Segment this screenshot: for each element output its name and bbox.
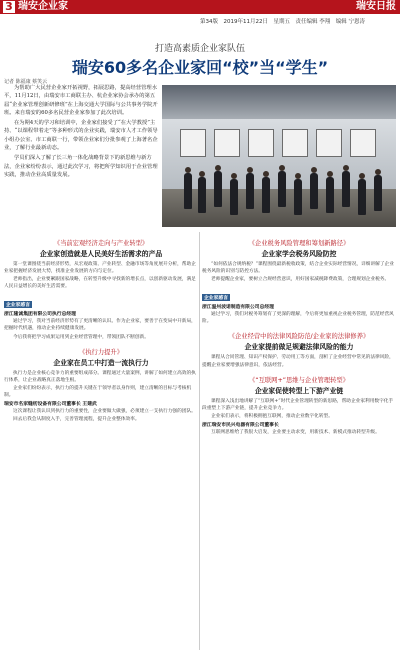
lead-paragraph: 为帮助广大民营企业家开拓视野，拓展思路，提高经营管理水平，11月12日，由瑞安市工商联主办、杭企业家协会承办的第五届“企业家管理创新研修班”在上海交通大学国际与公共事务学院开班。来自瑞安的60多名民营企业家参加了此次培训。	[4, 85, 158, 116]
lead-paragraph: 学员们深入了解了长三角一体化战略背景下的新思维与新方法，企业家纷纷表示，通过此次学习，将把所学知识用于企业管理实践，推动企业高质量发展。	[4, 155, 158, 178]
article-columns	[4, 232, 396, 650]
column-divider	[199, 232, 200, 650]
body-paragraph: 第一堂课围绕当前经济形势，从宏观政策、产业转型、金融市场等角度展开分析，帮助企业家把握经济发展大势，找准企业发展的方向与定位。	[4, 262, 196, 275]
photo-person	[246, 173, 254, 209]
photo-display-board	[316, 129, 342, 157]
section-title: 瑞安企业家	[18, 1, 68, 12]
left-section1-head: 企业家创造就是人民美好生活需求的产品	[39, 250, 163, 258]
photo-person	[310, 173, 318, 209]
section-number: 3	[3, 1, 15, 13]
left-section2-head: 企业家在员工中打造一流执行力	[53, 358, 149, 367]
photo-person	[374, 175, 382, 211]
body-paragraph: “如何依法合规纳税？”课程围绕最新税收政策，结合企业实际经营情况，详细讲解了企业税务风险的识别与防控方法。	[202, 262, 394, 275]
right-section2-kicker: 《企业经营中的法律风险防范/企业家的法律修养》	[228, 333, 370, 341]
photo-display-board	[282, 129, 308, 157]
left-section1-kicker: 《当前宏观经济走向与产业转型》	[53, 240, 149, 247]
photo-person	[326, 177, 334, 213]
body-paragraph: 课程深入浅出地讲解了“互联网+”时代企业管理转型的新思路，帮助企业家利用数字化手段重塑上下游产业链，提升企业竞争力。	[202, 398, 394, 411]
issue-meta: 第34版 2019年11月22日 星期五 责任编辑 李翔 编辑 宁恩涛	[200, 19, 365, 25]
testimonial-tag: 企业家感言	[204, 296, 228, 302]
photo-display-board	[350, 129, 376, 157]
body-paragraph: 通过学习，我们对税务筹划有了更深的理解，今后将更加重视企业税务管理，防范经营风险。	[202, 312, 394, 325]
lead-paragraph: 在为期4天的学习和培训中，企业家们接受了“在大学教授”主持、“以课程带着走”等多种形式的企业实践，瑞安市人才工作领导小组办公室、市工商联一行，带领企业家们分批参观了上海著名企业，了解行业最新动态。	[4, 120, 158, 152]
photo-person	[198, 177, 206, 213]
body-paragraph: 老师指出，企业要紧跟国家战略，在转型升级中寻找新的增长点，以创新驱动发展，满足人民日益增长的美好生活需要。	[4, 277, 196, 290]
photo-person	[342, 171, 350, 207]
body-paragraph: 企业家们纷纷表示，执行力的提升关键在于领导者以身作则，建立清晰的目标与考核机制。	[4, 385, 192, 398]
right-section2-head: 企业家提前做足规避法律风险的能力	[244, 343, 354, 352]
newspaper-masthead: 瑞安日报	[356, 1, 396, 12]
left-column	[4, 232, 198, 650]
article-headline: 瑞安60多名企业家回“校”当“学生”	[71, 58, 329, 77]
photo-ceiling	[162, 85, 396, 119]
lead-text-block	[4, 84, 158, 181]
photo-person	[294, 179, 302, 215]
section-header-bar	[0, 0, 400, 14]
testimonial-name: 浙江瑞安市民兴电器有限公司董事长	[202, 422, 279, 428]
body-paragraph: 回去后我会从制度入手，完善管理流程，提升企业整体效率。	[13, 417, 140, 423]
testimonial-name: 瑞安市名家缝纫设备有限公司董事长 王建武	[4, 402, 97, 408]
photo-person	[184, 173, 192, 209]
body-paragraph: 课程从合同管理、知识产权保护、劳动用工等方面，剖析了企业经营中常见的法律风险，提醒企业家要增强法律意识，依法经营。	[202, 355, 394, 368]
photo-display-board	[180, 129, 206, 157]
body-paragraph: 执行力是企业核心竞争力的重要组成部分。课程通过大量案例，讲解了如何建立高效的执行体系，让企业战略真正落地生根。	[4, 370, 196, 383]
left-section2-kicker: 《执行力提升》	[78, 348, 124, 356]
testimonial-name: 浙江隆诚集团有限公司执行总经理	[4, 312, 76, 318]
body-paragraph: 老师提醒企业家，要树立合规经营意识，用好国家减税降费政策，合理规划企业税务。	[211, 277, 390, 283]
photo-person	[358, 179, 366, 215]
body-paragraph: 企业家们表示，将积极拥抱互联网，推动企业数字化转型。	[211, 413, 333, 419]
article-byline: 记者 陈福康 蔡笑云	[4, 79, 48, 85]
right-section3-kicker: 《“互联网+”思维与企业管理转型》	[249, 376, 349, 384]
photo-person	[230, 179, 238, 215]
article-kicker: 打造高素质企业家队伍	[154, 44, 245, 54]
photo-display-board	[214, 129, 240, 157]
testimonial-tag: 企业家感言	[6, 303, 30, 309]
right-section3-head: 企业家促使转型上下游产业链	[254, 386, 344, 395]
right-section1-kicker: 《企业税务风险管理和筹划新路径》	[248, 240, 350, 247]
right-column	[202, 232, 396, 650]
testimonial-name: 浙江温州波诺制造有限公司总经理	[202, 305, 274, 311]
right-section1-head: 企业家学会税务风险防控	[261, 250, 337, 258]
photo-person	[262, 177, 270, 213]
body-paragraph: 互联网思维给了我很大启发，企业要主动求变，用新技术、新模式推动转型升级。	[211, 429, 380, 435]
photo-person	[214, 171, 222, 207]
photo-person	[278, 171, 286, 207]
body-paragraph: 这次课程让我认识到执行力的重要性，企业要做大做强，必须建立一支执行力强的团队。	[13, 409, 196, 415]
body-paragraph: 通过学习，我对当前经济形势有了更清晰的认识。作为企业家，要善于在变局中开新局，把握时代机遇，推动企业持续健康发展。	[4, 319, 196, 332]
group-visit-photo	[162, 85, 396, 227]
body-paragraph: 今后我将把学习成果运用到企业经营管理中，带领团队不断创新。	[13, 334, 149, 340]
photo-display-board	[248, 129, 274, 157]
